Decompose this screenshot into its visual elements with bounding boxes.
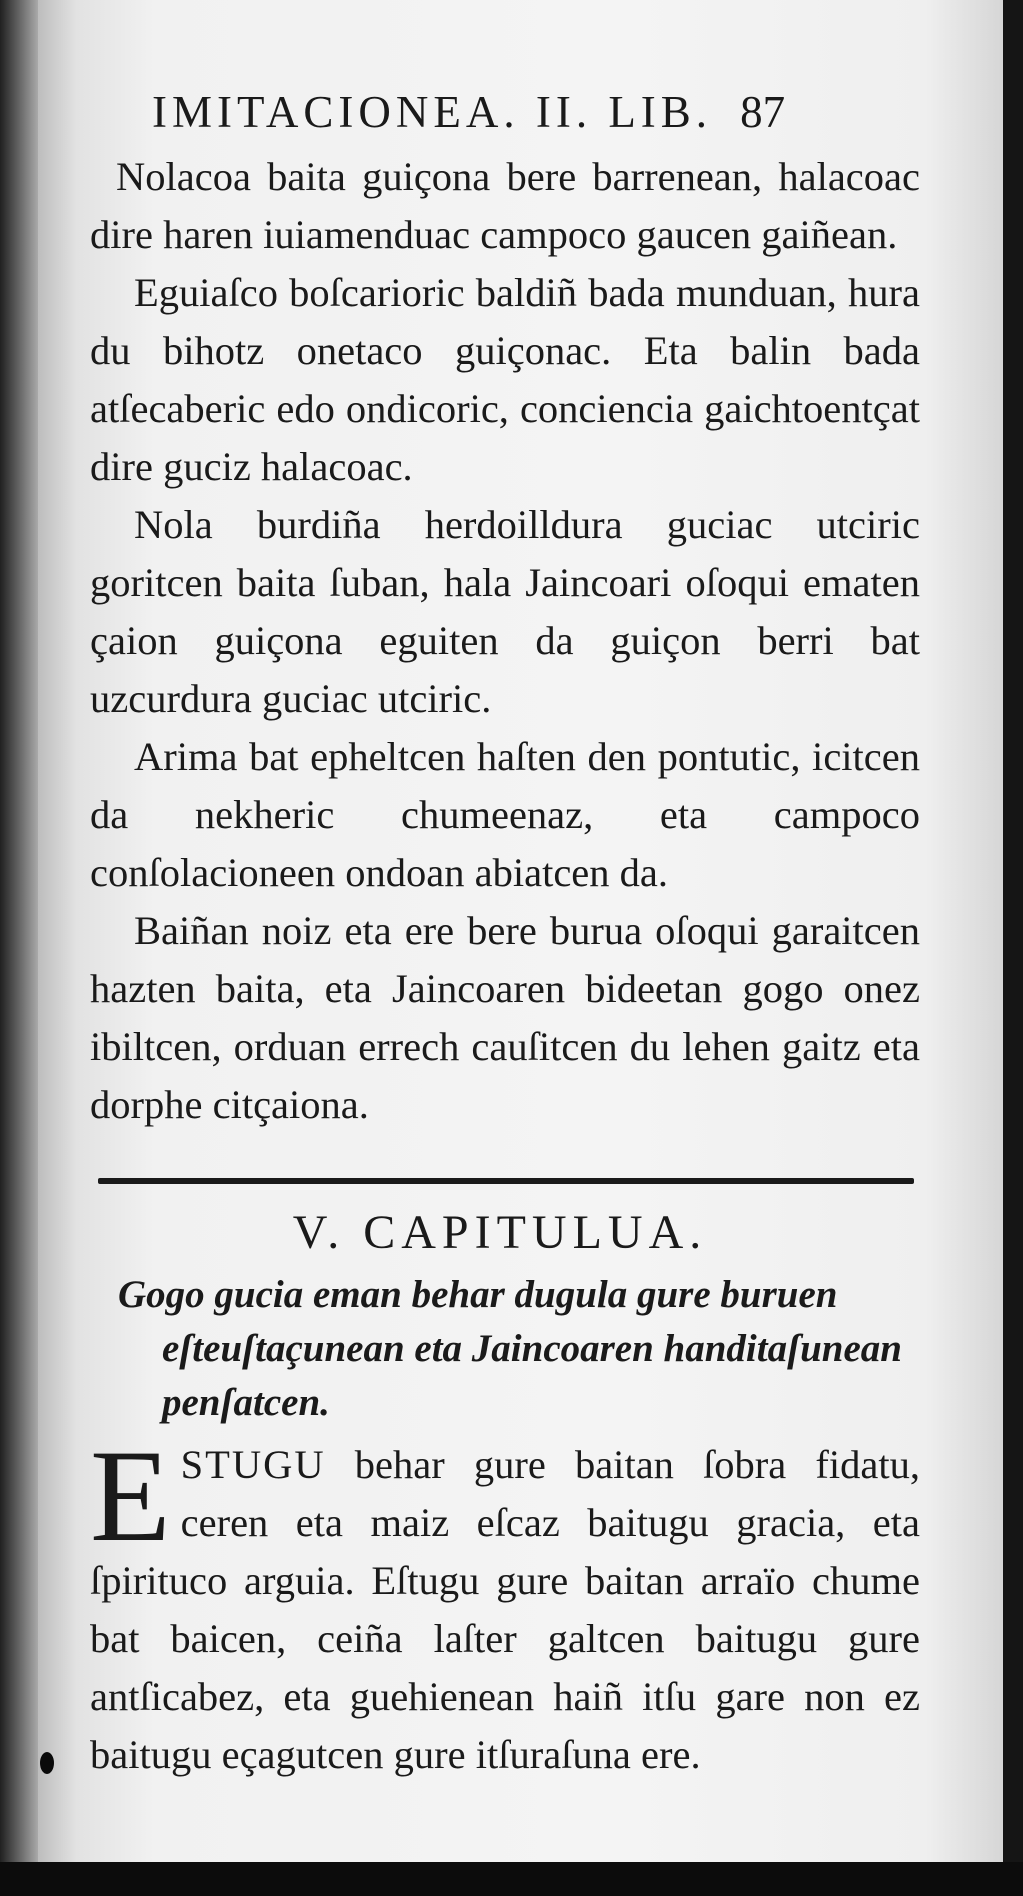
chapter-body xyxy=(60,1422,920,1784)
page-bottom-edge xyxy=(0,1862,1023,1896)
chapter-heading: V. CAPITULUA. xyxy=(292,1206,708,1259)
paragraph: Baiñan noiz eta ere bere burua oſoqui garaitcen hazten baita, eta Jaincoaren bideetan gogo onez ibiltcen, orduan errech cauſitcen du lehen gaitz eta dorphe citçaiona. xyxy=(90,908,920,1127)
section-divider-rule xyxy=(98,1178,914,1184)
running-head-title: IMITACIONEA. II. LIB. xyxy=(152,87,713,137)
book-page xyxy=(38,0,1003,1862)
page-number: 87 xyxy=(740,87,786,137)
drop-cap: E xyxy=(90,1422,171,1569)
page-text xyxy=(60,80,920,1784)
page-right-edge xyxy=(1003,0,1023,1896)
paragraph: Nola burdiña herdoilldura guciac utciric goritcen baita ſuban, hala Jaincoari oſoqui ematen çaion guiçona eguiten da guiçon berri bat uzcurdura guciac utciric. xyxy=(90,502,920,721)
running-head xyxy=(152,80,920,144)
paragraph: Arima bat epheltcen haſten den pontutic, icitcen da nekheric chumeenaz, eta campoco conſolacioneen ondoan abiatcen da. xyxy=(90,734,920,895)
page-gutter-shadow xyxy=(0,0,38,1896)
chapter-body-text: behar gure baitan ſobra fidatu, ceren eta maiz eſcaz baitugu gracia, eta ſpirituco arguia. Eſtugu gure baitan arraïo chume bat baicen, ceiña laſter galtcen baitugu gure antſicabez, eta guehienean haiñ itſu gare non ez baitugu eçagutcen gure itſuraſuna ere. xyxy=(90,1442,920,1777)
chapter-title: Gogo gucia eman behar dugula gure buruen eſteuſtaçunean eta Jaincoaren handitaſunean penſatcen. xyxy=(118,1273,902,1424)
opening-smallcaps: STUGU xyxy=(180,1442,326,1487)
ink-speck xyxy=(40,1752,54,1774)
paragraph: Eguiaſco boſcarioric baldiñ bada munduan, hura du bihotz onetaco guiçonac. Eta balin bada atſecaberic edo ondicoric, conciencia gaichtoentçat dire guciz halacoac. xyxy=(90,270,920,489)
paragraph: Nolacoa baita guiçona bere barrenean, halacoac dire haren iuiamenduac campoco gaucen gaiñean. xyxy=(90,154,920,257)
